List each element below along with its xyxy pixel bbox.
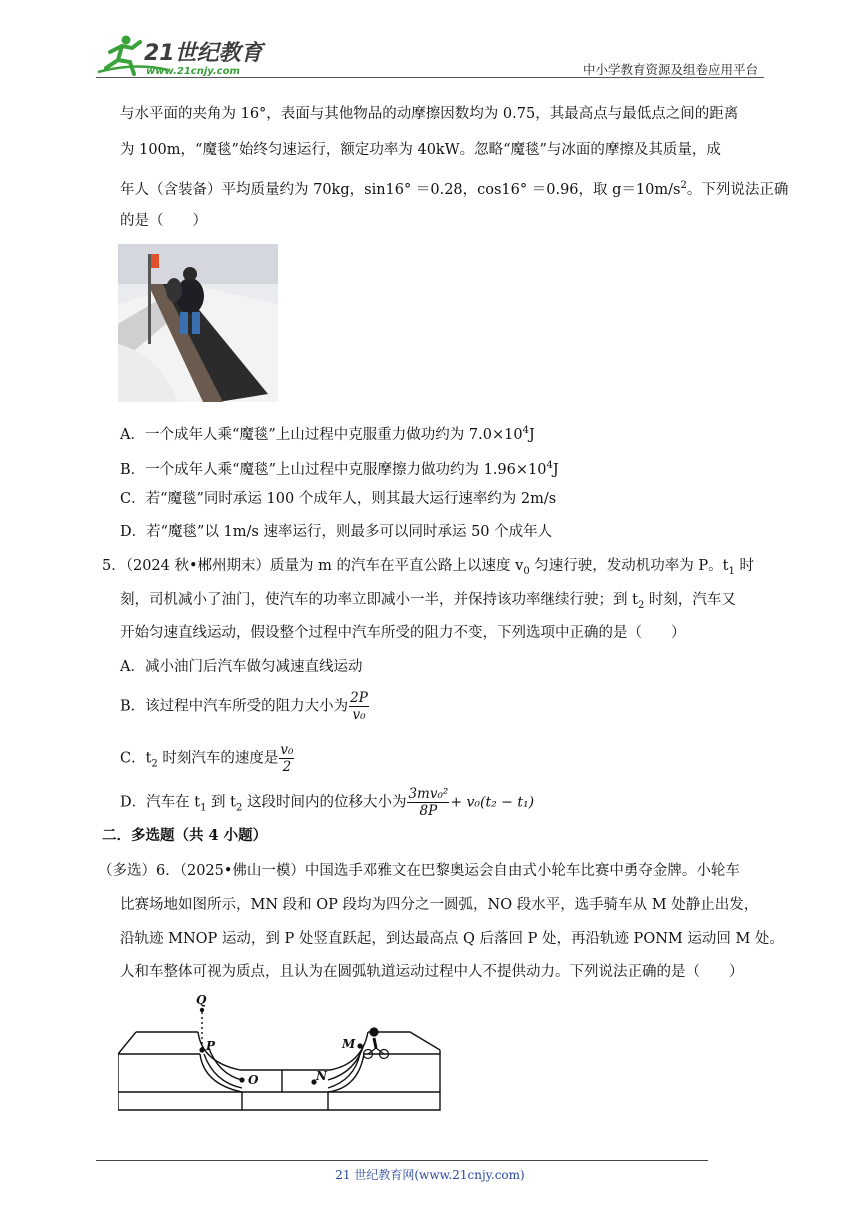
fraction: $\frac{\text{3mv₀²}}{8P}$ [408, 786, 449, 819]
svg-text:21世纪教育: 21世纪教育 [144, 41, 263, 66]
q4-option-d: D．若“魔毯”以 1m/s 速率运行，则最多可以同时承运 50 个成年人 [120, 524, 553, 540]
svg-text:N: N [316, 1069, 327, 1083]
page-header [96, 28, 764, 80]
svg-text:M: M [342, 1037, 356, 1051]
svg-text:www.21cnjy.com: www.21cnjy.com [146, 66, 240, 77]
bmx-track-diagram [118, 992, 444, 1114]
q4-text-line-1: 与水平面的夹角为 16°，表面与其他物品的动摩擦因数均为 0.75，其最高点与最低点之间的距离 [120, 106, 739, 122]
svg-text:O: O [248, 1073, 259, 1087]
q5-option-d: D．汽车在 $t_1$ 到 $t_2$ 这段时间内的位移大小为 $\frac{\text{3mv₀²}}{8P}$ + v₀(t₂ − t₁) [120, 786, 535, 819]
q5-text-line-2: 刻，司机减小了油门，使汽车的功率立即减小一半，并保持该功率继续行驶；到 $t_2$ 时刻，汽车又 [120, 592, 736, 611]
q6-text-line-1: （多选）6．（2025•佛山一模）中国选手邓雅文在巴黎奥运会自由式小轮车比赛中勇夺金牌。小轮车 [98, 863, 740, 879]
q5-option-b: B．该过程中汽车所受的阻力大小为 $\frac{2P}{\text{v₀}}$ [120, 690, 368, 723]
q4-option-a: A．一个成年人乘“魔毯”上山过程中克服重力做功约为 $7.0\times 10^4J$ [120, 425, 535, 443]
q5-text-line-3: 开始匀速直线运动，假设整个过程中汽车所受的阻力不变，下列选项中正确的是（ ） [120, 625, 686, 641]
q4-text-line-4: 的是（ ） [120, 213, 207, 229]
q6-text-line-3: 沿轨迹 MNOP 运动，到 P 处竖直跃起，到达最高点 Q 后落回 P 处，再沿轨迹 PONM 运动回 M 处。 [120, 931, 784, 947]
q4-text-line-3: 年人（含装备）平均质量约为 70kg，sin16° ＝0.28，cos16° ＝0.96，取 $g=10m/s^2$。下列说法正确 [120, 180, 789, 198]
section-title-multiple-choice: 二．多选题（共 4 小题） [102, 827, 268, 844]
fraction: $\frac{2P}{\text{v₀}}$ [350, 690, 368, 723]
header-platform-title: 中小学教育资源及组卷应用平台 [582, 62, 758, 77]
footer-site: 21 世纪教育网(www.21cnjy.com) [335, 1168, 525, 1182]
q5-option-a: A．减小油门后汽车做匀减速直线运动 [120, 659, 363, 675]
logo-21cnjy [96, 32, 266, 78]
footer-divider [96, 1160, 708, 1161]
header-divider [96, 77, 764, 78]
q6-text-line-2: 比赛场地如图所示，MN 段和 OP 段均为四分之一圆弧，NO 段水平，选手骑车从 M 处静止出发， [120, 897, 759, 913]
q5-option-c: C．$t_2$ 时刻汽车的速度是 $\frac{\text{v₀}}{2}$ [120, 742, 294, 775]
svg-text:Q: Q [196, 993, 207, 1007]
q4-text-line-2: 为 100m，“魔毯”始终匀速运行，额定功率为 40kW。忽略“魔毯”与冰面的摩擦及其质量，成 [120, 142, 721, 158]
q5-text-line-1: 5．（2024 秋•郴州期末）质量为 m 的汽车在平直公路上以速度 $v_0$ 匀速行驶，发动机功率为 P。$t_1$ 时 [102, 558, 754, 577]
q4-option-c: C．若“魔毯”同时承运 100 个成年人，则其最大运行速率约为 2m/s [120, 491, 557, 507]
q6-text-line-4: 人和车整体可视为质点，且认为在圆弧轨道运动过程中人不提供动力。下列说法正确的是（ ） [120, 964, 744, 980]
q4-option-b: B．一个成年人乘“魔毯”上山过程中克服摩擦力做功约为 $1.96\times 10^4J$ [120, 460, 559, 478]
svg-text:P: P [206, 1039, 216, 1053]
magic-carpet-photo [118, 244, 278, 402]
fraction: $\frac{\text{v₀}}{2}$ [280, 742, 294, 775]
